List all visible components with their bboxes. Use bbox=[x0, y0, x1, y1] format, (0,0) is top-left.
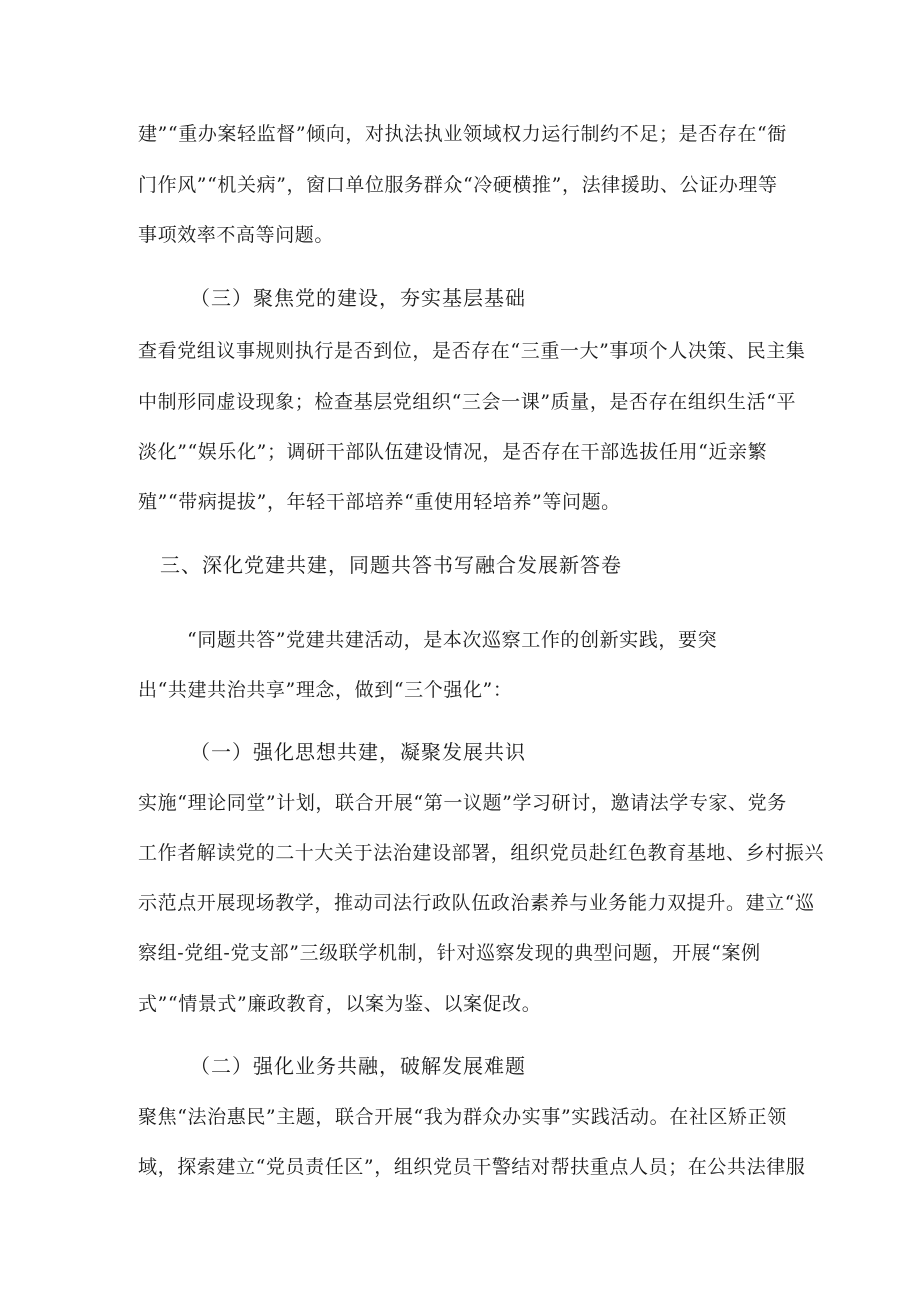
paragraph-line: 聚焦“法治惠民”主题，联合开展“我为群众办实事”实践活动。在社区矫正领 bbox=[138, 1106, 787, 1128]
subsection-heading: （三）聚焦党的建设，夯实基层基础 bbox=[190, 286, 526, 310]
paragraph-line: 门作风”“机关病”，窗口单位服务群众“冷硬横推”，法律援助、公证办理等 bbox=[138, 174, 778, 196]
paragraph-line: 实施“理论同堂”计划，联合开展“第一议题”学习研讨，邀请法学专家、党务 bbox=[138, 792, 787, 814]
paragraph-line: 查看党组议事规则执行是否到位，是否存在“三重一大”事项个人决策、民主集 bbox=[138, 340, 806, 362]
paragraph-line: 式”“情景式”廉政教育，以案为鉴、以案促改。 bbox=[138, 993, 542, 1015]
paragraph-line: 出“共建共治共享”理念，做到“三个强化”： bbox=[138, 679, 513, 701]
paragraph-line: “同题共答”党建共建活动，是本次巡察工作的创新实践，要突 bbox=[187, 629, 718, 651]
paragraph-line: 中制形同虚设现象；检查基层党组织“三会一课”质量，是否存在组织生活“平 bbox=[138, 391, 797, 413]
paragraph-line: 示范点开展现场教学，推动司法行政队伍政治素养与业务能力双提升。建立“巡 bbox=[138, 892, 815, 914]
paragraph-line: 事项效率不高等问题。 bbox=[138, 224, 335, 246]
paragraph-line: 工作者解读党的二十大关于法治建设部署，组织党员赴红色教育基地、乡村振兴 bbox=[138, 842, 825, 864]
paragraph-line: 域，探索建立“党员责任区”，组织党员干警结对帮扶重点人员；在公共法律服 bbox=[138, 1156, 806, 1178]
subsection-heading: （一）强化思想共建，凝聚发展共识 bbox=[190, 740, 526, 764]
paragraph-line: 察组-党组-党支部”三级联学机制，针对巡察发现的典型问题，开展“案例 bbox=[138, 942, 761, 964]
paragraph-line: 淡化”“娱乐化”；调研干部队伍建设情况，是否存在干部选拔任用“近亲繁 bbox=[138, 441, 768, 463]
section-title: 三、深化党建共建，同题共答书写融合发展新答卷 bbox=[160, 553, 622, 577]
paragraph-line: 建”“重办案轻监督”倾向，对执法执业领域权力运行制约不足；是否存在“衙 bbox=[138, 123, 787, 145]
subsection-heading: （二）强化业务共融，破解发展难题 bbox=[190, 1054, 526, 1078]
paragraph-line: 殖”“带病提拔”，年轻干部培养“重使用轻培养”等问题。 bbox=[138, 491, 621, 513]
